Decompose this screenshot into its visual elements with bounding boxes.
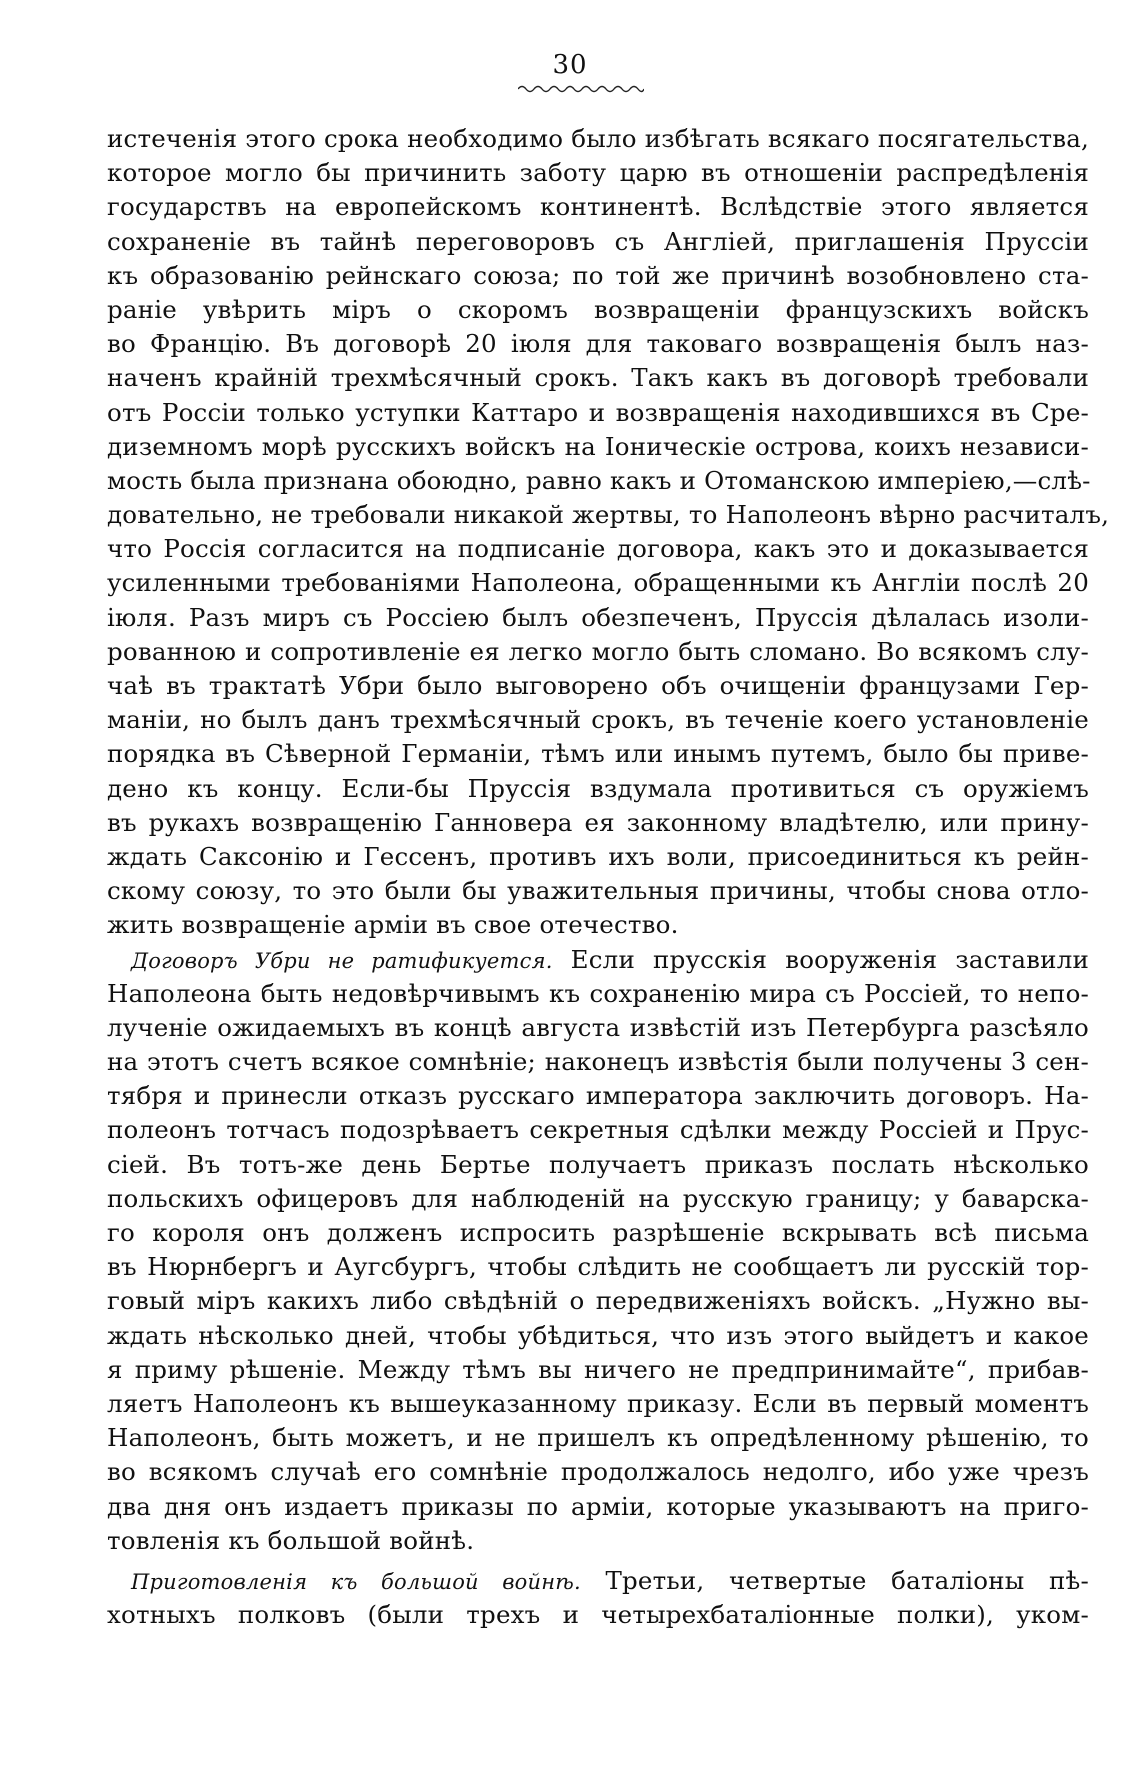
section-heading: Договоръ Убри не ратификуется. [131,948,553,973]
text-line: въ рукахъ возвращенію Ганновера ея законному владѣтелю, или прину- [107,807,1089,837]
text-line: которое могло бы причинить заботу царю въ отношеніи распредѣленія [107,158,1089,188]
text-line: диземномъ морѣ русскихъ войскъ на Іоническіе острова, коихъ независи- [107,431,1089,461]
text-line: мость была признана обоюдно, равно какъ и Отоманскою имперіею,—слѣ- [107,465,1091,495]
text-fragment: Если прусскія вооруженія заставили [570,944,1090,974]
text-line: Наполеонъ, быть можетъ, и не пришелъ къ опредѣленному рѣшенію, то [107,1423,1089,1453]
text-line: государствъ на европейскомъ континентѣ. Вслѣдствіе этого является [107,192,1089,222]
wavy-rule-ornament [518,84,644,94]
text-line: ждать Саксонію и Гессенъ, противъ ихъ воли, присоединиться къ рейн- [107,841,1089,871]
text-line: го короля онъ долженъ испросить разрѣшеніе вскрывать всѣ письма [107,1218,1089,1247]
text-line: въ Нюрнбергъ и Аугсбургъ, чтобы слѣдить не сообщаетъ ли русскій тор- [107,1252,1089,1282]
text-line: истеченія этого срока необходимо было избѣгать всякаго посягательства, [107,124,1089,153]
text-line: усиленными требованіями Наполеона, обращенными къ Англіи послѣ 20 [107,568,1089,598]
text-line: польскихъ офицеровъ для наблюденій на русскую границу; у баварска- [107,1183,1089,1213]
paragraph-first-line [107,1564,1089,1598]
text-line: во Францію. Въ договорѣ 20 іюля для таковаго возвращенія былъ наз- [107,329,1089,359]
text-line: рованною и сопротивленіе ея легко могло быть сломано. Во всякомъ слу- [107,636,1089,666]
text-line: чаѣ въ трактатѣ Убри было выговорено объ очищеніи французами Гер- [107,671,1089,700]
text-line: порядка въ Сѣверной Германіи, тѣмъ или инымъ путемъ, было бы приве- [107,739,1089,769]
text-line: на этотъ счетъ всякое сомнѣніе; наконецъ извѣстія были получены 3 сен- [107,1047,1089,1077]
text-line: товленія къ большой войнѣ. [107,1525,475,1555]
text-line: полеонъ тотчасъ подозрѣваетъ секретныя сдѣлки между Россіей и Прус- [107,1115,1089,1145]
text-line: ляетъ Наполеонъ къ вышеуказанному приказу. Если въ первый моментъ [107,1388,1089,1418]
text-line: тября и принесли отказъ русскаго императора заключить договоръ. На- [107,1081,1089,1111]
text-line: Наполеона быть недовѣрчивымъ къ сохраненію мира съ Россіей, то непо- [107,978,1089,1008]
text-line: маніи, но былъ данъ трехмѣсячный срокъ, въ теченіе коего установленіе [107,705,1089,735]
text-line: раніе увѣрить міръ о скоромъ возвращеніи французскихъ войскъ [107,294,1089,324]
text-line: сохраненіе въ тайнѣ переговоровъ съ Англіей, приглашенія Пруссіи [107,226,1089,256]
text-line: лученіе ожидаемыхъ въ концѣ августа извѣстій изъ Петербурга разсѣяло [107,1012,1089,1042]
text-line: что Россія согласится на подписаніе договора, какъ это и доказывается [107,534,1089,564]
text-line: къ образованію рейнскаго союза; по той же причинѣ возобновлено ста- [107,260,1089,290]
section-heading: Приготовленія къ большой войнѣ. [131,1569,581,1594]
text-line: два дня онъ издаетъ приказы по арміи, которые указываютъ на приго- [107,1491,1089,1521]
text-line: ждать нѣсколько дней, чтобы убѣдиться, что изъ этого выйдетъ и какое [107,1320,1089,1350]
text-line: отъ Россіи только уступки Каттаро и возвращенія находившихся въ Сре- [107,397,1089,427]
text-line: іюля. Разъ миръ съ Россіею былъ обезпеченъ, Пруссія дѣлалась изоли- [107,602,1089,632]
text-fragment: Третьи, четвертые баталіоны пѣ- [605,1565,1089,1595]
body-text [107,122,1110,1632]
text-line: жить возвращеніе арміи въ свое отечество. [107,910,679,940]
text-line: говый міръ какихъ либо свѣдѣній о передвиженіяхъ войскъ. „Нужно вы- [107,1286,1089,1316]
text-line: довательно, не требовали никакой жертвы, то Наполеонъ вѣрно расчиталъ, [107,500,1110,530]
text-line: я приму рѣшеніе. Между тѣмъ вы ничего не предпринимайте“, прибав- [107,1354,1089,1384]
paragraph-first-line [107,943,1089,977]
text-line: во всякомъ случаѣ его сомнѣніе продолжалось недолго, ибо уже чрезъ [107,1457,1089,1487]
paragraph-2 [107,943,1089,1558]
page-number: 30 [552,50,588,80]
text-line: хотныхъ полковъ (были трехъ и четырехбаталіонные полки), уком- [107,1600,1089,1630]
text-line: наченъ крайній трехмѣсячный срокъ. Такъ какъ въ договорѣ требовали [107,363,1089,393]
paragraph-3 [107,1564,1089,1632]
paragraph-1 [107,122,1110,943]
text-line: скому союзу, то это были бы уважительныя причины, чтобы снова отло- [107,876,1089,906]
text-line: дено къ концу. Если-бы Пруссія вздумала противиться съ оружіемъ [107,773,1089,803]
text-line: сіей. Въ тотъ-же день Бертье получаетъ приказъ послать нѣсколько [107,1149,1089,1179]
